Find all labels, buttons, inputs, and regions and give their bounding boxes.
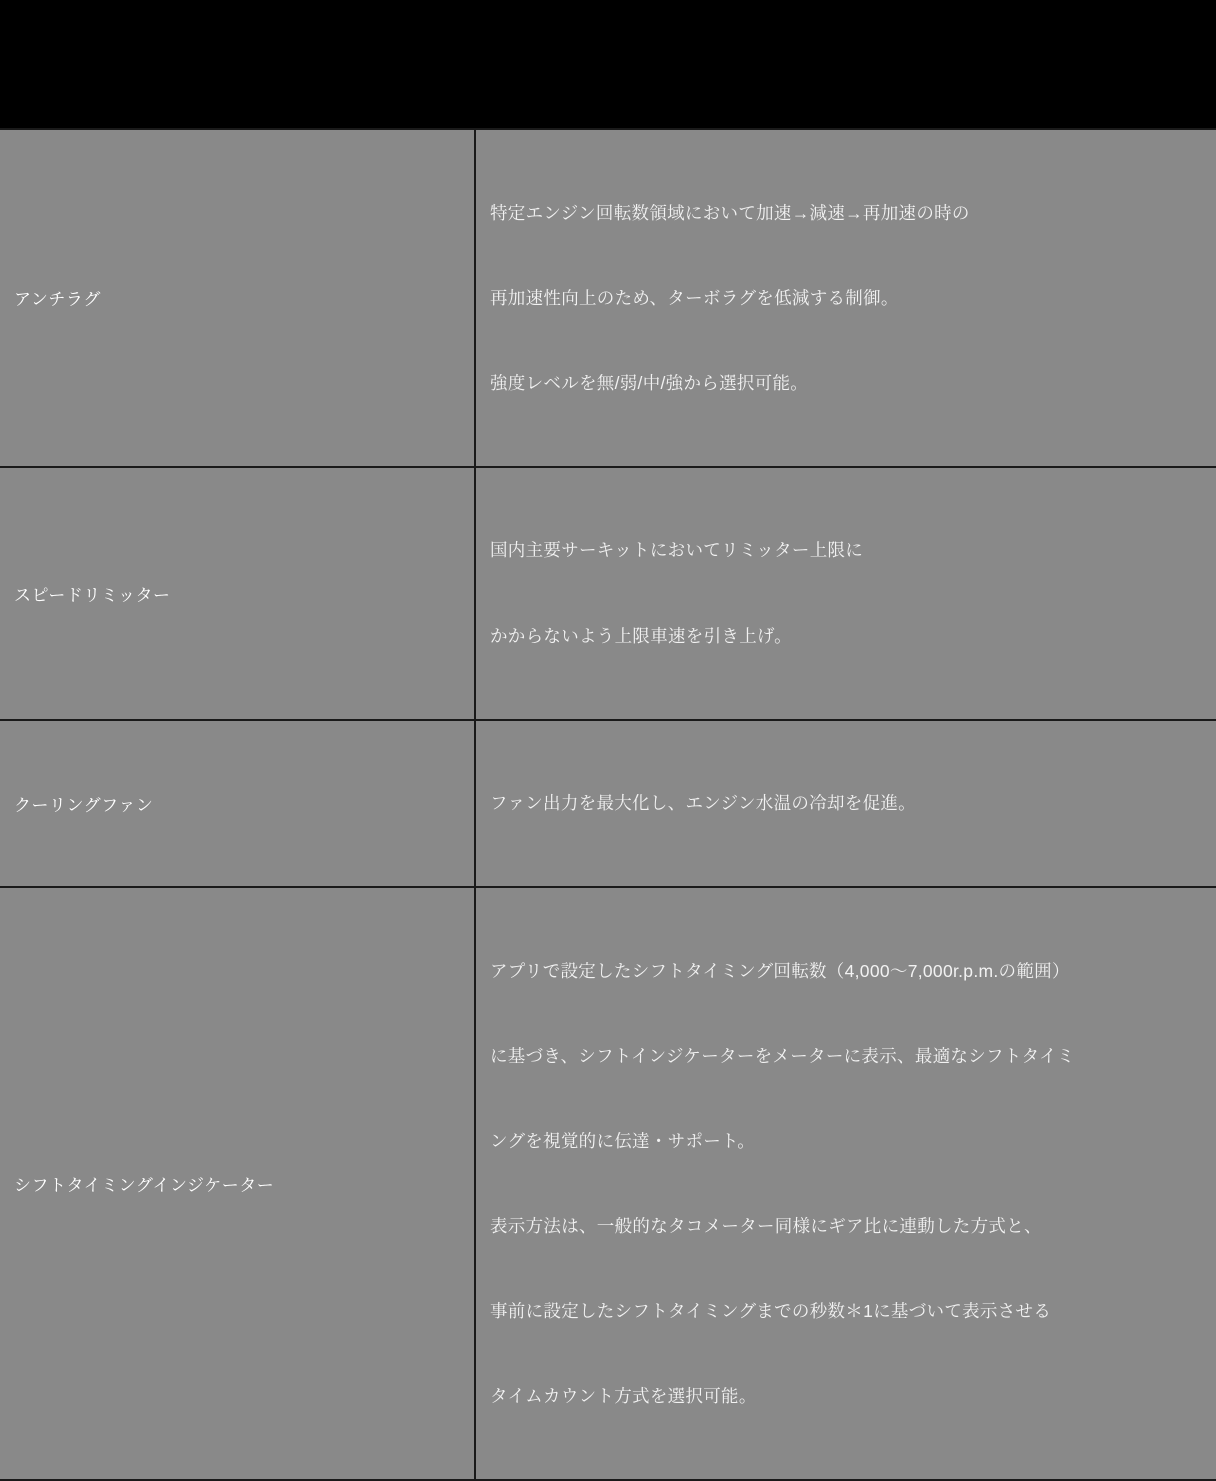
table-row bbox=[0, 720, 1216, 888]
description-line: 強度レベルを無/弱/中/強から選択可能。 bbox=[490, 372, 809, 393]
feature-table-body bbox=[0, 129, 1216, 1480]
feature-description bbox=[475, 467, 1216, 720]
feature-name: クーリングファン bbox=[0, 720, 475, 888]
description-line: 国内主要サーキットにおいてリミッター上限に bbox=[490, 540, 864, 561]
description-line: 再加速性向上のため、ターボラグを低減する制御。 bbox=[490, 287, 899, 308]
description-line: 特定エンジン回転数領域において加速→減速→再加速の時の bbox=[490, 202, 970, 223]
description-line: 事前に設定したシフトタイミングまでの秒数＊1に基づいて表示させる bbox=[490, 1301, 1052, 1322]
table-row bbox=[0, 129, 1216, 467]
feature-description bbox=[475, 887, 1216, 1480]
feature-name: スピードリミッター bbox=[0, 467, 475, 720]
description-line: アプリで設定したシフトタイミング回転数（4,000〜7,000r.p.m.の範囲） bbox=[490, 960, 1070, 981]
feature-description bbox=[475, 129, 1216, 467]
description-line: 表示方法は、一般的なタコメーター同様にギア比に連動した方式と、 bbox=[490, 1216, 1042, 1237]
feature-name: シフトタイミングインジケーター bbox=[0, 887, 475, 1480]
top-background-band bbox=[0, 0, 1216, 128]
feature-table bbox=[0, 128, 1216, 1481]
description-line: に基づき、シフトインジケーターをメーターに表示、最適なシフトタイミ bbox=[490, 1045, 1075, 1066]
feature-description bbox=[475, 720, 1216, 888]
table-row bbox=[0, 887, 1216, 1480]
description-line: ファン出力を最大化し、エンジン水温の冷却を促進。 bbox=[490, 793, 916, 814]
description-line: かからないよう上限車速を引き上げ。 bbox=[490, 625, 792, 646]
description-line: ングを視覚的に伝達・サポート。 bbox=[490, 1131, 756, 1151]
feature-name: アンチラグ bbox=[0, 129, 475, 467]
table-row bbox=[0, 467, 1216, 720]
description-line: タイムカウント方式を選択可能。 bbox=[490, 1386, 757, 1407]
